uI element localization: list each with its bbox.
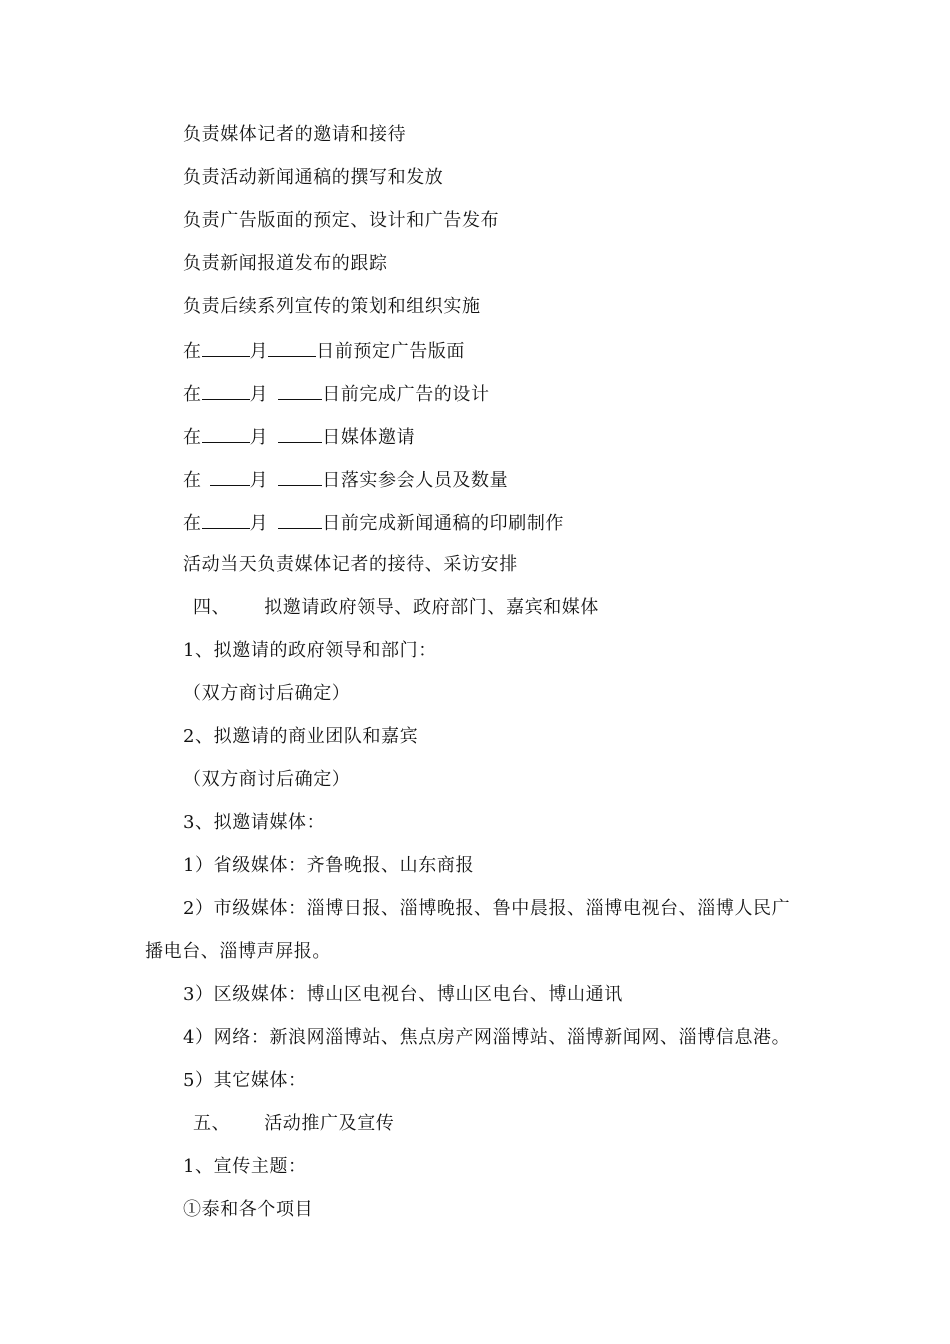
schedule-zai: 在 [183,341,202,362]
media-provincial: 1）省级媒体：齐鲁晚报、山东商报 [183,855,475,876]
duty-line-4: 负责新闻报道发布的跟踪 [183,253,388,274]
media-city-line-2: 播电台、淄博声屏报。 [145,941,331,962]
section-4-title: 拟邀请政府领导、政府部门、嘉宾和媒体 [264,597,600,618]
section-5-heading [193,1112,394,1136]
schedule-text: 日前完成新闻通稿的印刷制作 [322,513,565,534]
schedule-line-2 [183,381,490,407]
schedule-line-3 [183,424,415,450]
section-4-item-3: 3、拟邀请媒体： [183,812,326,833]
media-online: 4）网络：新浪网淄博站、焦点房产网淄博站、淄博新闻网、淄博信息港。 [183,1027,791,1048]
section-4-number: 四、 [193,597,231,618]
section-5-item-1: 1、宣传主题： [183,1156,307,1177]
section-4-item-1-note: （双方商讨后确定） [183,683,351,704]
schedule-yue: 月 [249,341,269,362]
duty-line-2: 负责活动新闻通稿的撰写和发放 [183,167,444,188]
schedule-zai: 在 [183,513,202,534]
section-5-item-1-sub: ①泰和各个项目 [183,1199,314,1220]
schedule-text: 日前预定广告版面 [316,341,466,362]
day-blank [278,510,322,529]
media-city-line-1: 2）市级媒体：淄博日报、淄博晚报、鲁中晨报、淄博电视台、淄博人民广 [183,898,791,919]
onsite-line: 活动当天负责媒体记者的接待、采访安排 [183,554,518,575]
duty-line-1: 负责媒体记者的邀请和接待 [183,124,407,145]
schedule-yue: 月 [249,384,269,405]
section-4-item-2-note: （双方商讨后确定） [183,769,351,790]
day-blank [268,338,316,357]
day-blank [278,381,322,400]
month-blank [202,338,250,357]
month-blank [210,467,250,486]
section-5-number: 五、 [193,1113,231,1134]
section-4-heading [193,596,599,620]
duty-line-3: 负责广告版面的预定、设计和广告发布 [183,210,500,231]
month-blank [202,510,250,529]
schedule-text: 日前完成广告的设计 [322,384,490,405]
media-other: 5）其它媒体： [183,1070,307,1091]
section-5-title: 活动推广及宣传 [264,1113,395,1134]
schedule-yue: 月 [249,513,269,534]
schedule-text: 日落实参会人员及数量 [322,470,509,491]
day-blank [278,467,322,486]
section-4-item-2: 2、拟邀请的商业团队和嘉宾 [183,726,419,747]
duty-line-5: 负责后续系列宣传的策划和组织实施 [183,296,481,317]
schedule-yue: 月 [249,470,269,491]
schedule-zai: 在 [183,384,202,405]
day-blank [278,424,322,443]
media-district: 3）区级媒体：博山区电视台、博山区电台、博山通讯 [183,984,623,1005]
schedule-line-4 [183,467,508,493]
month-blank [202,381,250,400]
schedule-zai: 在 [183,427,202,448]
schedule-zai: 在 [183,470,202,491]
schedule-text: 日媒体邀请 [322,427,416,448]
schedule-yue: 月 [249,427,269,448]
section-4-item-1: 1、拟邀请的政府领导和部门： [183,640,437,661]
schedule-line-1 [183,338,465,364]
month-blank [202,424,250,443]
schedule-line-5 [183,510,564,536]
